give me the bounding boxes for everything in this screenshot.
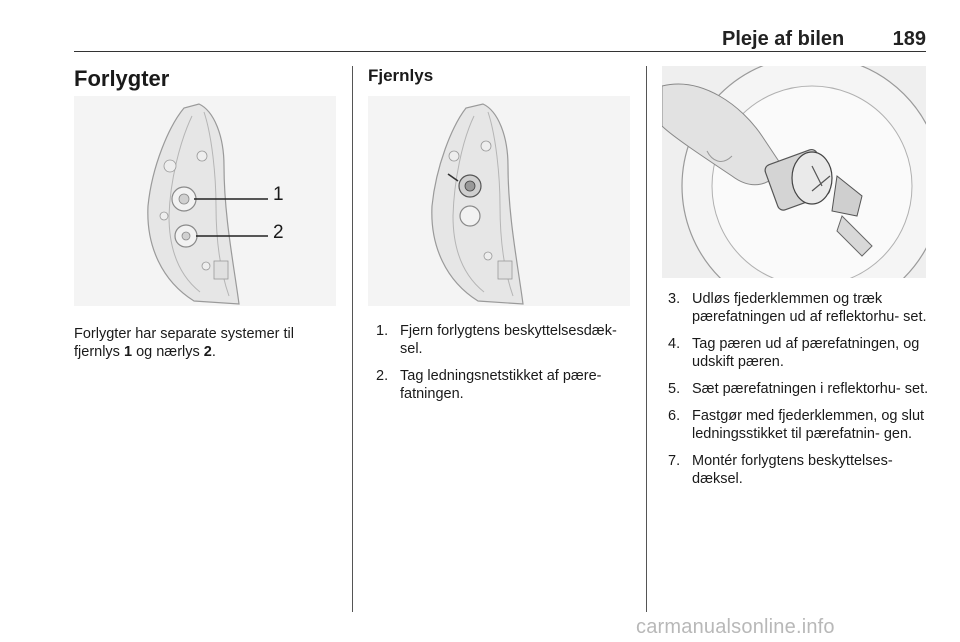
- intro-paragraph: [74, 325, 336, 361]
- watermark: carmanualsonline.info: [636, 616, 835, 638]
- step-text: Fjern forlygtens beskyttelsesdæk- sel.: [400, 323, 617, 357]
- callout-2: 2: [273, 222, 284, 243]
- bulb-socket-figure: [662, 66, 926, 278]
- step-text: Tag ledningsnetstikket af pære- fatningen.: [400, 368, 602, 402]
- list-item: [668, 335, 930, 371]
- intro-ref-2: 2: [203, 344, 212, 360]
- step-number: 2.: [376, 368, 389, 384]
- step-text: Sæt pærefatningen i reflektorhu- set.: [692, 381, 929, 397]
- list-item: [668, 452, 930, 488]
- step-number: 1.: [376, 323, 389, 339]
- steps-list-fjernlys: [376, 322, 634, 412]
- intro-text-3: .: [211, 344, 216, 360]
- list-item: [376, 367, 634, 403]
- step-number: 6.: [668, 408, 681, 424]
- page-header-title: Pleje af bilen: [722, 28, 845, 50]
- list-item: [668, 380, 930, 398]
- headlamp-cover-figure: [368, 96, 630, 306]
- section-heading-forlygter: Forlygter: [74, 66, 170, 91]
- section-heading-fjernlys: Fjernlys: [368, 66, 434, 85]
- step-number: 3.: [668, 291, 681, 307]
- bulb-socket-illustration: [662, 66, 926, 278]
- column-divider-1: [352, 66, 353, 612]
- headlamp-illustration: [74, 96, 336, 306]
- step-number: 5.: [668, 381, 681, 397]
- page-number: 189: [892, 28, 926, 50]
- callout-1: 1: [273, 184, 284, 205]
- intro-text-2: og nærlys: [132, 344, 204, 360]
- headlamp-cover-illustration: [368, 96, 630, 306]
- list-item: [668, 290, 930, 326]
- steps-list-continued: [668, 290, 930, 497]
- step-text: Tag pæren ud af pærefatningen, og udskift pæren.: [692, 336, 920, 370]
- step-text: Fastgør med fjederklemmen, og slut ledningsstikket til pærefatnin- gen.: [692, 408, 925, 442]
- header-divider: [74, 51, 926, 52]
- step-number: 4.: [668, 336, 681, 352]
- intro-ref-1: 1: [123, 344, 133, 360]
- intro-text-1: Forlygter har separate systemer til fjernlys: [74, 326, 294, 360]
- step-number: 7.: [668, 453, 681, 469]
- column-divider-2: [646, 66, 647, 612]
- step-text: Montér forlygtens beskyttelses- dæksel.: [692, 453, 893, 487]
- headlamp-figure: [74, 96, 336, 306]
- step-text: Udløs fjederklemmen og træk pærefatningen ud af reflektorhu- set.: [692, 291, 927, 325]
- list-item: [376, 322, 634, 358]
- list-item: [668, 407, 930, 443]
